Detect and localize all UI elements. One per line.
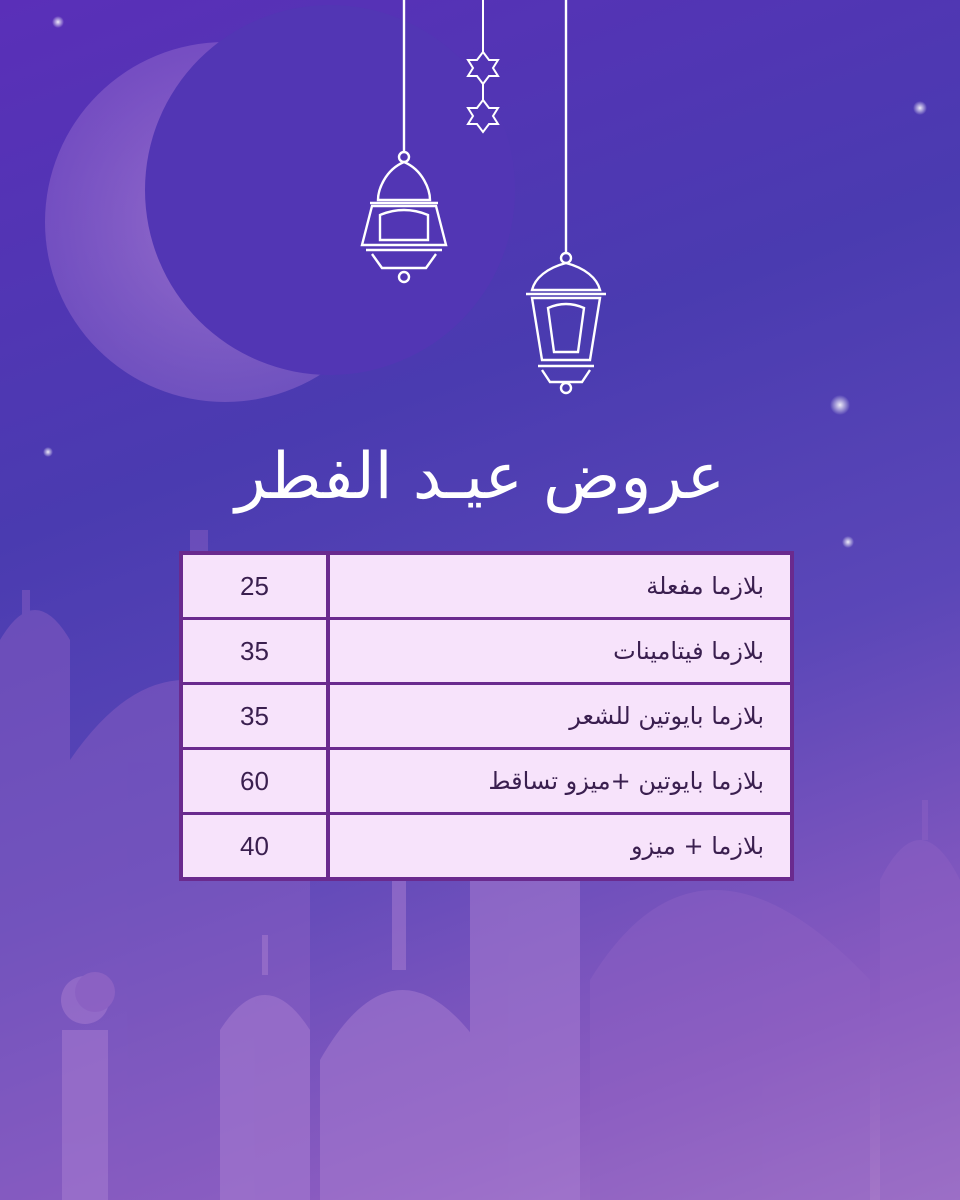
- table-row: [183, 555, 790, 617]
- table-row: [183, 815, 790, 877]
- table-row: [183, 685, 790, 747]
- service-name-cell: بلازما بايوتين +ميزو تساقط: [330, 750, 790, 812]
- lantern-icon: [526, 0, 606, 393]
- service-name-cell: بلازما مفعلة: [330, 555, 790, 617]
- price-cell: 60: [183, 750, 326, 812]
- price-cell: 35: [183, 620, 326, 682]
- table-row: [183, 620, 790, 682]
- table-row: [183, 750, 790, 812]
- offers-table: [179, 551, 794, 881]
- page-title: عروض عيـد الفطر: [235, 440, 725, 514]
- crescent-moon-icon: [45, 5, 515, 402]
- price-cell: 25: [183, 555, 326, 617]
- service-name-cell: بلازما فيتامينات: [330, 620, 790, 682]
- price-cell: 40: [183, 815, 326, 877]
- service-name-cell: بلازما بايوتين للشعر: [330, 685, 790, 747]
- service-name-cell: بلازما + ميزو: [330, 815, 790, 877]
- price-cell: 35: [183, 685, 326, 747]
